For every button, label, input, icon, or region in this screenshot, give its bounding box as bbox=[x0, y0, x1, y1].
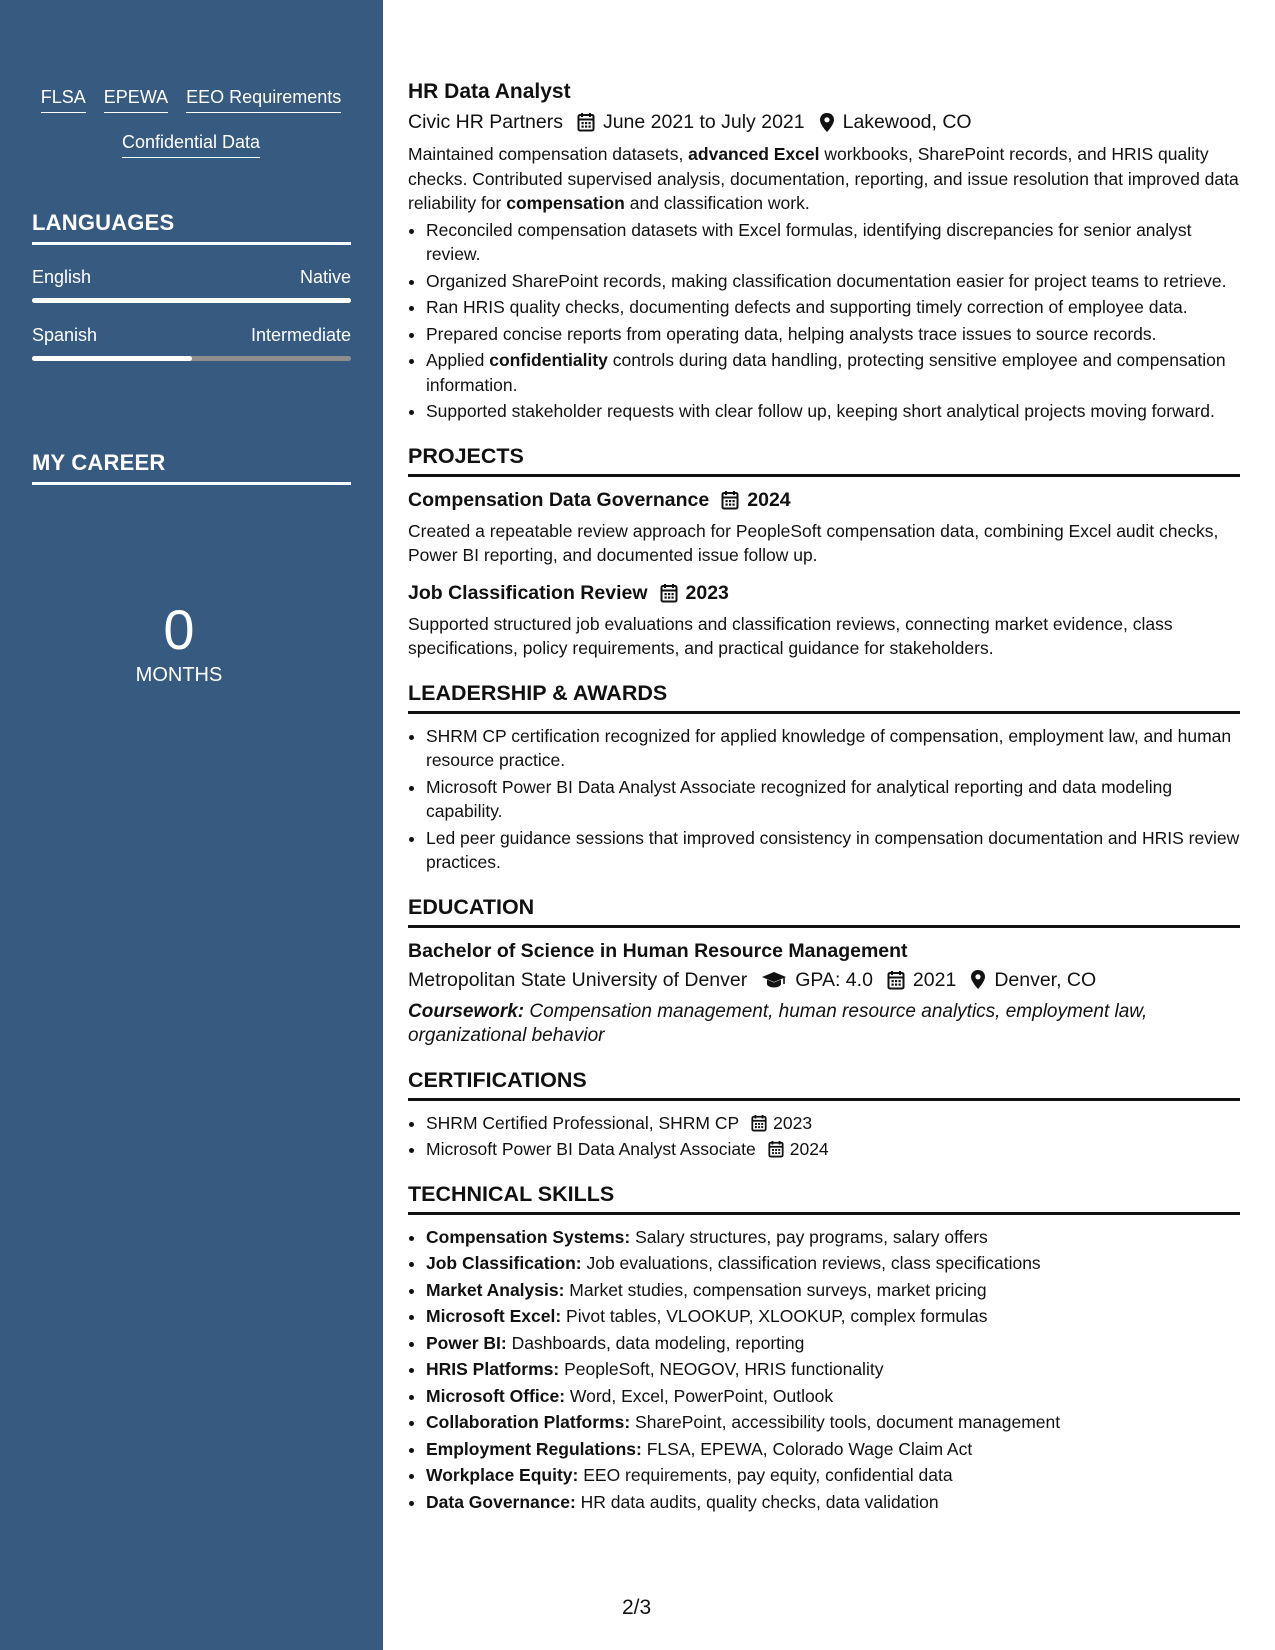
calendar-icon bbox=[768, 1140, 784, 1158]
language-item bbox=[32, 267, 351, 303]
coursework: Coursework: Compensation management, human resource analytics, employment law, organizational behavior bbox=[408, 1000, 1148, 1046]
languages-title: LANGUAGES bbox=[32, 210, 351, 245]
list-item: • Job Classification: Job evaluations, classification reviews, class specifications bbox=[426, 1251, 1240, 1276]
location-pin-icon bbox=[819, 112, 835, 133]
gpa: GPA: 4.0 bbox=[795, 968, 873, 991]
language-item bbox=[32, 325, 351, 361]
tag: FLSA bbox=[41, 86, 86, 113]
job-summary: Maintained compensation datasets, advanced Excel workbooks, SharePoint records, and HRIS quality checks. Contributed supervised analysis, documentation, reporting, and issue resolution that improved data reliability for compensation and classification work. bbox=[408, 144, 1239, 213]
page-number: 2/3 bbox=[622, 1596, 652, 1619]
project-item bbox=[408, 580, 1240, 661]
sidebar bbox=[0, 0, 383, 1650]
calendar-icon bbox=[887, 970, 905, 990]
leadership-list bbox=[408, 724, 1240, 875]
list-item: • HRIS Platforms: PeopleSoft, NEOGOV, HRIS functionality bbox=[426, 1357, 1240, 1382]
certifications-section bbox=[408, 1066, 1240, 1162]
job-title: HR Data Analyst bbox=[408, 80, 571, 103]
list-item: • Supported stakeholder requests with clear follow up, keeping short analytical projects moving forward. bbox=[426, 399, 1240, 424]
job-bullets bbox=[408, 218, 1240, 424]
list-item: • Organized SharePoint records, making classification documentation easier for project teams to retrieve. bbox=[426, 269, 1240, 294]
list-item: • SHRM CP certification recognized for applied knowledge of compensation, employment law, and human resource practice. bbox=[426, 724, 1240, 773]
tag: EEO Requirements bbox=[186, 86, 341, 113]
section-title: TECHNICAL SKILLS bbox=[408, 1180, 1240, 1215]
tag-list bbox=[32, 86, 350, 158]
section-title: EDUCATION bbox=[408, 893, 1240, 928]
calendar-icon bbox=[577, 112, 595, 132]
cert-year: 2024 bbox=[789, 1139, 829, 1159]
section-title: PROJECTS bbox=[408, 442, 1240, 477]
project-description: Supported structured job evaluations and classification reviews, connecting market evidence, class specifications, policy requirements, and practical guidance for stakeholders. bbox=[408, 613, 1173, 658]
list-item: • Ran HRIS quality checks, documenting defects and supporting timely correction of employee data. bbox=[426, 295, 1240, 320]
project-name: Job Classification Review bbox=[408, 581, 648, 604]
language-name: English bbox=[32, 267, 92, 287]
language-bar-fill bbox=[32, 298, 351, 303]
list-item: • Data Governance: HR data audits, quality checks, data validation bbox=[426, 1490, 1240, 1515]
project-year: 2024 bbox=[747, 488, 791, 511]
list-item: • Microsoft Power BI Data Analyst Associate recognized for analytical reporting and data modeling capability. bbox=[426, 775, 1240, 824]
list-item: • Reconciled compensation datasets with Excel formulas, identifying discrepancies for senior analyst review. bbox=[426, 218, 1240, 267]
school-location: Denver, CO bbox=[994, 968, 1097, 991]
calendar-icon bbox=[721, 490, 739, 510]
school-name: Metropolitan State University of Denver bbox=[408, 968, 748, 991]
project-description: Created a repeatable review approach for PeopleSoft compensation data, combining Excel audit checks, Power BI reporting, and documented issue follow up. bbox=[408, 520, 1219, 565]
skills-section bbox=[408, 1180, 1240, 1515]
language-bar bbox=[32, 356, 351, 361]
leadership-section bbox=[408, 679, 1240, 875]
language-level: Native bbox=[299, 267, 351, 287]
section-title: LEADERSHIP & AWARDS bbox=[408, 679, 1240, 714]
list-item bbox=[426, 1137, 1240, 1162]
language-bar-fill bbox=[32, 356, 192, 361]
list-item: • Power BI: Dashboards, data modeling, reporting bbox=[426, 1331, 1240, 1356]
list-item: • Collaboration Platforms: SharePoint, accessibility tools, document management bbox=[426, 1410, 1240, 1435]
project-item bbox=[408, 487, 1240, 568]
language-bar bbox=[32, 298, 351, 303]
cert-name: • Microsoft Power BI Data Analyst Associate bbox=[426, 1139, 756, 1159]
cert-name: • SHRM Certified Professional, SHRM CP bbox=[426, 1112, 740, 1133]
career-title: MY CAREER bbox=[32, 450, 351, 485]
tag: EPEWA bbox=[104, 86, 168, 113]
calendar-icon bbox=[660, 583, 678, 603]
graduation-year: 2021 bbox=[912, 968, 957, 991]
list-item: • Microsoft Office: Word, Excel, PowerPoint, Outlook bbox=[426, 1384, 1240, 1409]
career-unit: MONTHS bbox=[135, 664, 223, 686]
job-location: Lakewood, CO bbox=[842, 111, 972, 133]
list-item: • Employment Regulations: FLSA, EPEWA, Colorado Wage Claim Act bbox=[426, 1437, 1240, 1462]
list-item: • Applied confidentiality controls during data handling, protecting sensitive employee and compensation information. bbox=[426, 348, 1240, 397]
list-item: • Compensation Systems: Salary structures, pay programs, salary offers bbox=[426, 1225, 1240, 1250]
main-content bbox=[408, 78, 1240, 1516]
degree-title: Bachelor of Science in Human Resource Management bbox=[408, 939, 908, 962]
experience-entry bbox=[408, 78, 1240, 424]
company-name: Civic HR Partners bbox=[408, 111, 563, 133]
job-meta bbox=[408, 108, 1240, 136]
language-level: Intermediate bbox=[250, 325, 351, 345]
tag: Confidential Data bbox=[122, 131, 260, 158]
skills-list bbox=[408, 1225, 1240, 1515]
list-item: • Prepared concise reports from operating data, helping analysts trace issues to source records. bbox=[426, 322, 1240, 347]
location-pin-icon bbox=[970, 969, 986, 990]
education-section bbox=[408, 893, 1240, 1048]
job-dates: June 2021 to July 2021 bbox=[602, 111, 805, 133]
education-meta bbox=[408, 966, 1240, 994]
project-name: Compensation Data Governance bbox=[408, 488, 710, 511]
career-value: 0 bbox=[163, 598, 195, 661]
project-year: 2023 bbox=[685, 581, 729, 604]
career-section bbox=[32, 450, 351, 485]
list-item: • Led peer guidance sessions that improved consistency in compensation documentation and HRIS review practices. bbox=[426, 826, 1240, 875]
projects-section bbox=[408, 442, 1240, 661]
calendar-icon bbox=[751, 1114, 767, 1132]
cert-year: 2023 bbox=[773, 1112, 813, 1133]
list-item: • Market Analysis: Market studies, compensation surveys, market pricing bbox=[426, 1278, 1240, 1303]
section-title: CERTIFICATIONS bbox=[408, 1066, 1240, 1101]
language-name: Spanish bbox=[32, 325, 98, 345]
list-item: • Microsoft Excel: Pivot tables, VLOOKUP, XLOOKUP, complex formulas bbox=[426, 1304, 1240, 1329]
list-item bbox=[426, 1111, 1240, 1136]
languages-section bbox=[32, 210, 351, 361]
list-item: • Workplace Equity: EEO requirements, pay equity, confidential data bbox=[426, 1463, 1240, 1488]
certifications-list bbox=[408, 1111, 1240, 1162]
graduation-cap-icon bbox=[761, 971, 787, 989]
